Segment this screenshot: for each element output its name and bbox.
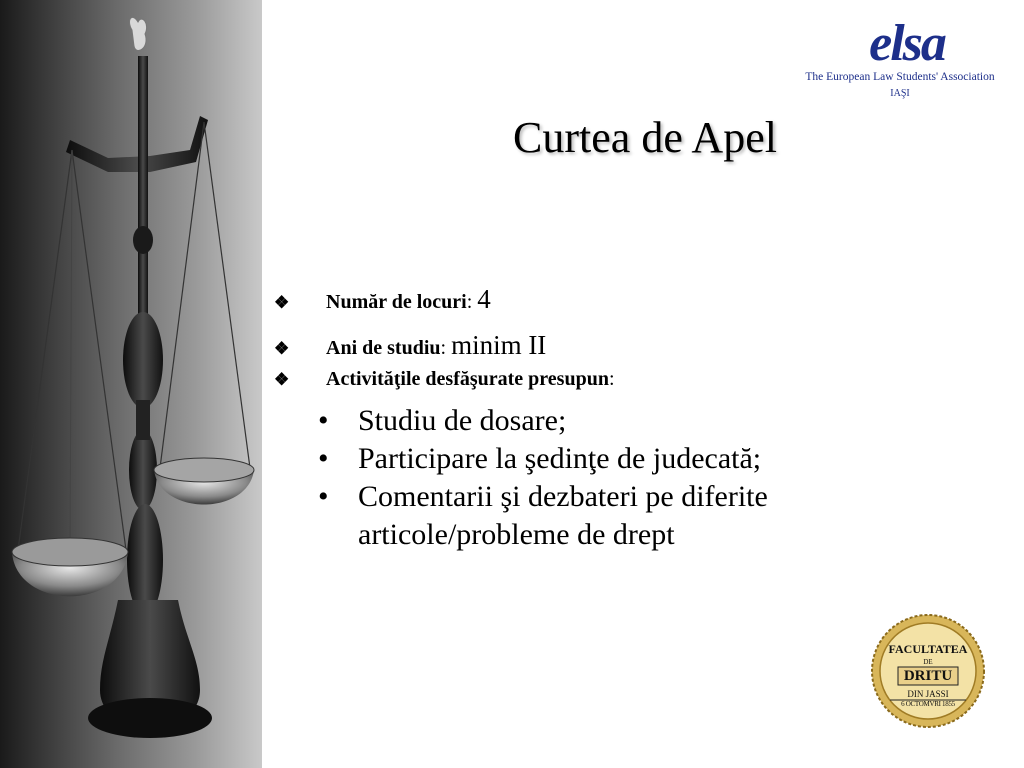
seal-line: DIN JASSI: [907, 689, 949, 699]
info-label: Activităţile desfăşurate presupun: [326, 368, 609, 390]
list-item-text: Studiu de dosare;: [358, 404, 567, 437]
elsa-wordmark: elsa: [869, 15, 945, 72]
list-item: [318, 478, 918, 554]
info-colon: :: [608, 368, 615, 390]
info-label: Ani de studiu: [326, 337, 441, 359]
info-colon: :: [440, 337, 447, 359]
bullet-dot-icon: •: [318, 480, 329, 513]
bullet-dot-icon: •: [318, 442, 329, 475]
info-value: minim II: [451, 330, 547, 360]
faculty-seal: [862, 612, 994, 730]
diamond-bullet-icon: ❖: [274, 339, 290, 358]
info-row-activitati: [274, 368, 615, 391]
info-row-locuri: [274, 284, 491, 315]
seal-line: FACULTATEA: [888, 642, 968, 656]
activities-list: [318, 402, 918, 554]
info-value: 4: [477, 284, 491, 314]
seal-text: [862, 612, 994, 730]
diamond-bullet-icon: ❖: [274, 293, 290, 312]
slide-title: Curtea de Apel: [513, 113, 777, 162]
seal-line: 6 OCTOMVRI 1855: [901, 700, 955, 708]
seal-line: DE: [923, 658, 933, 666]
elsa-tagline: The European Law Students' Association: [805, 71, 995, 83]
list-item-text: Participare la şedinţe de judecată;: [358, 442, 762, 475]
diamond-bullet-icon: ❖: [274, 370, 290, 389]
elsa-logo: [795, 15, 1005, 108]
scales-of-justice-illustration: [0, 0, 262, 768]
bullet-dot-icon: •: [318, 404, 329, 437]
list-item-text: Comentarii şi dezbateri pe diferite articole/probleme de drept: [358, 480, 768, 551]
seal-line: DRITU: [903, 668, 953, 684]
info-colon: :: [466, 291, 473, 313]
list-item: [318, 440, 918, 478]
scales-of-justice-image: [0, 0, 262, 768]
info-label: Număr de locuri: [326, 291, 467, 313]
elsa-city: IAŞI: [890, 88, 910, 99]
list-item: [318, 402, 918, 440]
info-row-ani-de-studiu: [274, 330, 546, 361]
